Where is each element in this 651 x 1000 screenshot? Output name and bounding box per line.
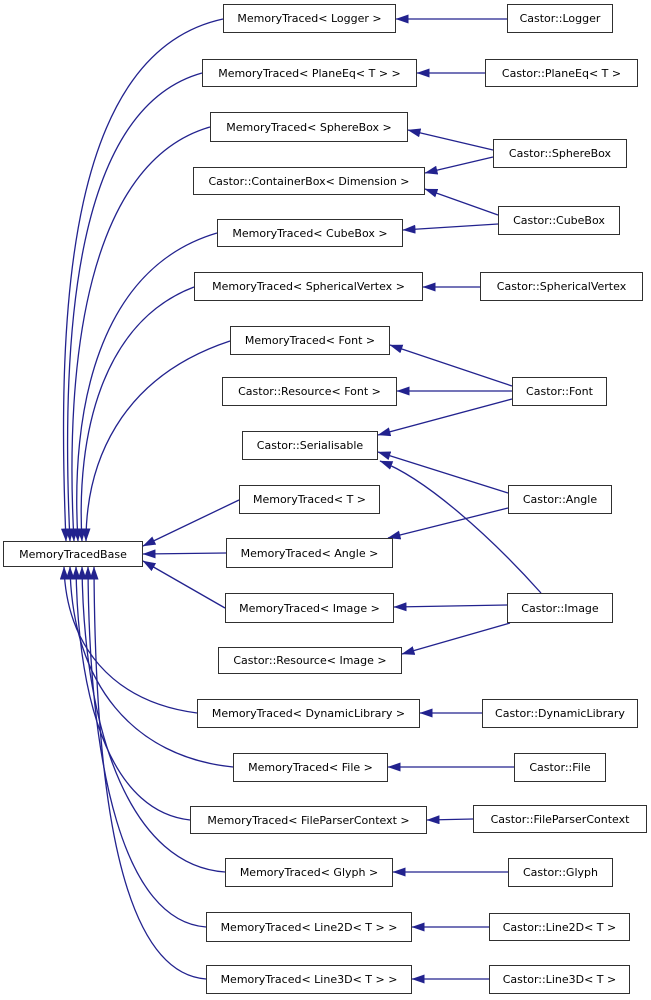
- node-c-logger[interactable]: Castor::Logger: [507, 4, 613, 33]
- inheritance-edge-c-cubebox-to-mt-cubebox: [403, 224, 498, 230]
- node-mt-spherebox[interactable]: MemoryTraced< SphereBox >: [210, 112, 408, 142]
- inheritance-edge-c-font-to-c-serialisable: [378, 399, 512, 435]
- node-mt-angle[interactable]: MemoryTraced< Angle >: [226, 538, 393, 568]
- node-mt-glyph[interactable]: MemoryTraced< Glyph >: [225, 858, 393, 887]
- node-c-glyph[interactable]: Castor::Glyph: [508, 858, 613, 887]
- node-c-line3d[interactable]: Castor::Line3D< T >: [489, 965, 630, 994]
- node-c-spherebox[interactable]: Castor::SphereBox: [493, 139, 627, 168]
- node-mt-font[interactable]: MemoryTraced< Font >: [230, 326, 390, 355]
- node-c-sphericalvertex[interactable]: Castor::SphericalVertex: [480, 272, 643, 301]
- inheritance-edge-c-angle-to-mt-angle: [388, 508, 508, 538]
- inheritance-edge-c-spherebox-to-c-containerbox: [425, 157, 493, 173]
- inheritance-edge-c-fileparsercontext-to-mt-fileparsercontext: [427, 819, 473, 820]
- inheritance-edge-mt-planeeq-to-base: [68, 73, 202, 541]
- node-c-planeeq[interactable]: Castor::PlaneEq< T >: [485, 59, 638, 87]
- node-c-image[interactable]: Castor::Image: [507, 593, 613, 623]
- node-mt-planeeq[interactable]: MemoryTraced< PlaneEq< T > >: [202, 59, 417, 87]
- inheritance-edge-c-image-to-c-resource-image: [402, 623, 510, 654]
- inheritance-edge-c-font-to-mt-font: [390, 345, 512, 386]
- node-c-line2d[interactable]: Castor::Line2D< T >: [489, 913, 630, 941]
- node-mt-logger[interactable]: MemoryTraced< Logger >: [223, 4, 396, 33]
- node-mt-dynamiclibrary[interactable]: MemoryTraced< DynamicLibrary >: [197, 699, 420, 728]
- node-mt-file[interactable]: MemoryTraced< File >: [233, 753, 388, 782]
- inheritance-edge-mt-line2d-to-base: [88, 567, 206, 927]
- inheritance-edge-mt-line3d-to-base: [94, 567, 206, 979]
- node-c-cubebox[interactable]: Castor::CubeBox: [498, 206, 620, 235]
- node-c-resource-font[interactable]: Castor::Resource< Font >: [222, 377, 397, 406]
- node-mt-image[interactable]: MemoryTraced< Image >: [225, 593, 394, 623]
- node-c-dynamiclibrary[interactable]: Castor::DynamicLibrary: [482, 699, 638, 728]
- inheritance-edge-mt-spherebox-to-base: [72, 127, 210, 541]
- node-mt-line3d[interactable]: MemoryTraced< Line3D< T > >: [206, 965, 412, 994]
- node-c-serialisable[interactable]: Castor::Serialisable: [242, 431, 378, 460]
- node-c-fileparsercontext[interactable]: Castor::FileParserContext: [473, 805, 647, 833]
- inheritance-edge-c-image-to-mt-image: [394, 605, 507, 607]
- node-mt-t[interactable]: MemoryTraced< T >: [239, 485, 380, 514]
- inheritance-edge-mt-sphericalvertex-to-base: [81, 287, 194, 541]
- inheritance-edge-mt-dynamiclibrary-to-base: [64, 567, 197, 713]
- node-mt-fileparsercontext[interactable]: MemoryTraced< FileParserContext >: [190, 806, 427, 834]
- node-c-angle[interactable]: Castor::Angle: [508, 485, 612, 514]
- inheritance-edge-mt-t-to-base: [143, 500, 239, 546]
- inheritance-edge-c-cubebox-to-c-containerbox: [425, 189, 498, 215]
- inheritance-edge-c-image-to-c-serialisable: [380, 461, 541, 593]
- inheritance-edge-mt-angle-to-base: [143, 553, 226, 554]
- inheritance-edge-mt-image-to-base: [143, 561, 225, 608]
- node-mt-line2d[interactable]: MemoryTraced< Line2D< T > >: [206, 912, 412, 942]
- node-mt-sphericalvertex[interactable]: MemoryTraced< SphericalVertex >: [194, 272, 423, 301]
- node-c-font[interactable]: Castor::Font: [512, 377, 607, 406]
- node-c-containerbox[interactable]: Castor::ContainerBox< Dimension >: [193, 167, 425, 195]
- node-c-resource-image[interactable]: Castor::Resource< Image >: [218, 647, 402, 674]
- node-mt-cubebox[interactable]: MemoryTraced< CubeBox >: [217, 219, 403, 247]
- node-base[interactable]: MemoryTracedBase: [3, 541, 143, 567]
- inheritance-edge-c-spherebox-to-mt-spherebox: [408, 130, 493, 150]
- inheritance-edge-c-angle-to-c-serialisable: [378, 452, 508, 493]
- node-c-file[interactable]: Castor::File: [514, 753, 606, 782]
